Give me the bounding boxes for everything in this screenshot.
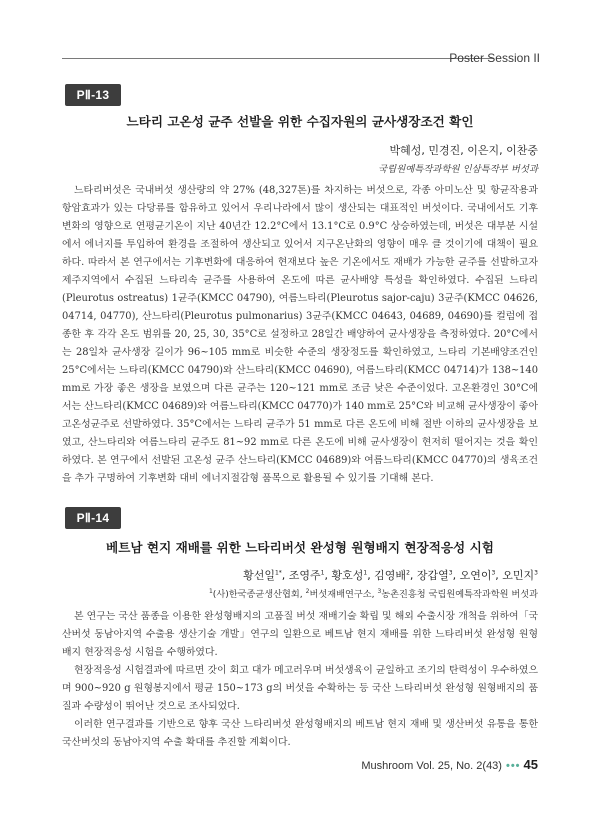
page-footer: [361, 756, 538, 774]
abstract-paragraph: 본 연구는 국산 품종을 이용한 완성형배지의 고품질 버섯 재배기술 확립 및 해외 수출시장 개척을 위하여「국산버섯 동남아지역 수출용 생산기술 개발」연구의 일환으로 베트남 현지 재배를 위한 느타리버섯 완성형 원형배지 현장적응성 시험을 수행하였다.: [62, 611, 539, 658]
abstract-paragraph: 이러한 연구결과를 기반으로 향후 국산 느타리버섯 완성형배지의 베트남 현지 재배 및 생산버섯 유통을 통한 국산버섯의 동남아지역 수출 확대를 추진할 계획이다.: [62, 719, 538, 748]
affiliation: 국립원예특작과학원 인삼특작부 버섯과: [378, 164, 538, 175]
affiliation: $^1$(사)한국종균생산협회, $^2$버섯재배연구소, $^3$농촌진흥청 국립원예특작과학원 버섯과: [208, 587, 538, 600]
abstract-body: [62, 608, 538, 752]
footer-dots: •••: [505, 760, 521, 772]
poster-tag: PⅡ-14: [65, 507, 121, 529]
authors: 박혜성, 민경진, 이은지, 이찬중: [389, 144, 538, 157]
page-number: 45: [523, 757, 538, 772]
header-rule: [62, 58, 494, 59]
abstract-body: [62, 182, 538, 488]
session-label: Poster Session II: [449, 51, 540, 65]
abstract-paragraph: 느타리버섯은 국내버섯 생산량의 약 27% (48,327톤)를 차지하는 버섯으로, 각종 아미노산 및 항균작용과 항암효과가 있는 다당류를 함유하고 있어서 우리나라에서 많이 생산되는 대표적인 버섯이다. 국내에서도 기후변화의 영향으로 연평균기온이 지난 40년간 12.2°C에서 13.1°C로 0.9°C 상승하였는데, 버섯은 대부분 시설에서 에너지를 투입하여 환경을 조절하여 생산되고 있어서 지구온난화의 영향이 매우 클 것이기에 대책이 필요하다. 따라서 본 연구에서는 기후변화에 대응하여 현재보다 높은 기온에서도 재배가 가능한 균주를 선발하고자 제주지역에서 수집된 느타리속 균주를 사용하여 온도에 따른 균사배양 특성을 확인하였다. 수집된 느타리(Pleurotus ostreatus) 1균주(KMCC 04790), 여름느타리(Pleurotus sajor-caju) 3균주(KMCC 04626, 04714, 04770), 산느타리(Pleurotus pulmonarius) 3균주(KMCC 04643, 04689, 04690)를 컬럼에 접종한 후 각각 온도 범위를 20, 25, 30, 35°C로 설정하고 28일간 배양하여 균사생장을 측정하였다. 20°C에서는 28일차 균사생장 길이가 96~105 mm로 비슷한 수준의 생장정도를 확인하였고, 느타리 기본배양조건인 25°C에서는 느타리(KMCC 04790)와 산느타리(KMCC 04690), 여름느타리(KMCC 04714)가 138~140 mm로 가장 좋은 생장을 보였으며 다른 균주는 120~121 mm로 조금 낮은 수준이었다. 고온환경인 30°C에서는 산느타리(KMCC 04689)와 여름느타리(KMCC 04770)가 140 mm로 25°C와 비교해 균사생장이 좋아 고온성균주로 선발하였다. 35°C에서는 느타리 균주가 51 mm로 다른 온도에 비해 절반 이하의 균사생장을 보였고, 산느타리와 여름느타리 균주도 81~92 mm로 다른 온도에 비해 균사생장이 현저히 떨어지는 것을 확인하였다. 본 연구에서 선발된 고온성 균주 산느타리(KMCC 04689)와 여름느타리(KMCC 04770)의 생육조건을 추가 구명하여 기후변화 대비 에너지절감형 품목으로 활용될 수 있기를 기대해 본다.: [62, 185, 538, 484]
poster-title: 느타리 고온성 균주 선발을 위한 수집자원의 균사생장조건 확인: [126, 114, 474, 129]
poster-tag: PⅡ-13: [65, 84, 121, 106]
poster-title: 베트남 현지 재배를 위한 느타리버섯 완성형 원형배지 현장적응성 시험: [106, 540, 494, 555]
journal-name: Mushroom Vol. 25, No. 2(43): [361, 760, 502, 772]
authors: 황선일$^{1*}$, 조영주$^1$, 황호성$^1$, 김영배$^2$, 장갑열$^3$, 오연이$^3$, 오민지$^3$: [243, 569, 538, 582]
abstract-paragraph: 현장적응성 시험결과에 따르면 갓이 회고 대가 메고러우며 버섯생육이 균일하고 조기의 탄력성이 우수하였으며 900~920 g 원형봉지에서 평균 150~173 g의 버섯을 수확하는 등 국산 느타리버섯 완성형 원형배지의 품질과 수량성이 뛰어난 것으로 조사되었다.: [62, 665, 538, 712]
